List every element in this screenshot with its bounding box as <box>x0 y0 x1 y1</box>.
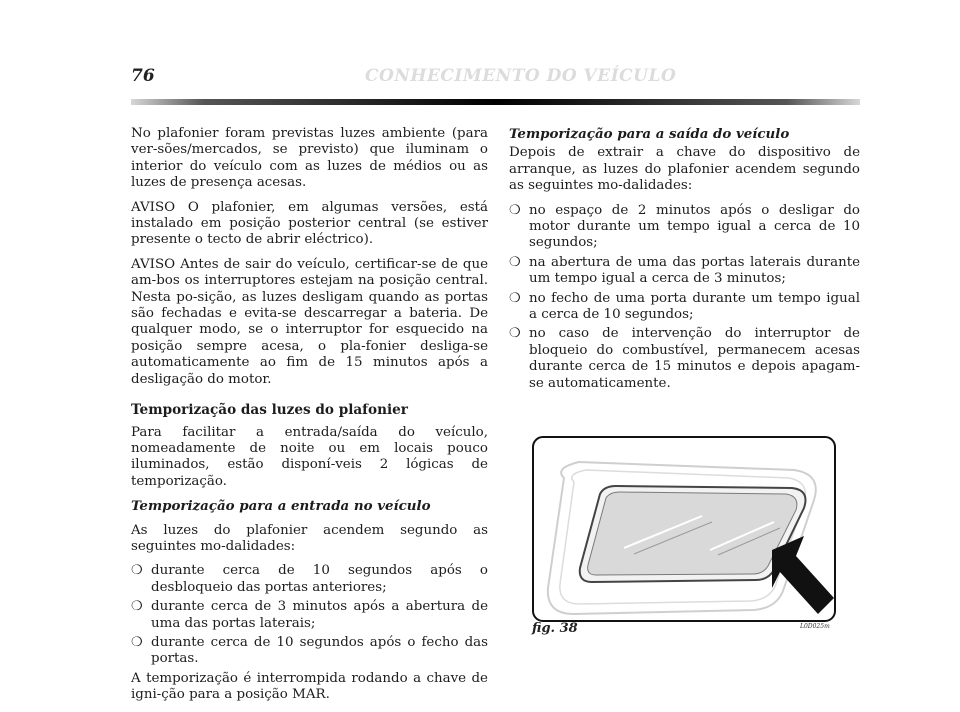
bullet-icon: ❍ <box>131 634 143 650</box>
bullet-icon: ❍ <box>509 290 521 306</box>
left-column <box>131 126 488 712</box>
subsection-title-exit: Temporização para a saída do veículo <box>509 126 790 142</box>
paragraph-timing-intro: Para facilitar a entrada/saída do veículo, nomeadamente de noite ou em locais pouco iluminados, estão disponí-veis 2 lógicas de temporização. <box>131 424 488 489</box>
figure-plafonier-illustration <box>532 436 836 622</box>
bullet-icon: ❍ <box>131 563 143 579</box>
paragraph-timing-interrupt: A temporização é interrompida rodando a chave de igni-ção para a posição MAR. <box>131 670 488 703</box>
bullet-icon: ❍ <box>131 599 143 615</box>
list-item: ❍ na abertura de uma das portas laterais durante um tempo igual a cerca de 3 minutos; <box>509 254 860 287</box>
paragraph-entry-modes: As luzes do plafonier acendem segundo as seguintes mo-dalidades: <box>131 522 488 554</box>
bullet-icon: ❍ <box>509 254 521 270</box>
list-item: ❍ durante cerca de 10 segundos após o desbloqueio das portas anteriores; <box>131 563 488 595</box>
paragraph-warning-switches: AVISO Antes de sair do veículo, certificar-se de que am-bos os interruptores estejam na posição central. Nesta po-sição, as luzes desligam quando as portas são fechadas e evita-se descarregar a bateria. De qualquer modo, se o interruptor for esquecido na posição sempre acesa, o pla-fonier desliga-se automaticamente ao fim de 15 minutos após a desligação do motor. <box>131 256 488 387</box>
paragraph-warning-position: AVISO O plafonier, em algumas versões, está instalado em posição posterior central (se estiver presente o tecto de abrir eléctrico). <box>131 199 488 248</box>
entry-bullet-list <box>131 563 488 667</box>
list-item: ❍ no espaço de 2 minutos após o desligar do motor durante um tempo igual a cerca de 10 segundos; <box>509 202 860 251</box>
paragraph-ambient-lights: No plafonier foram previstas luzes ambiente (para ver-sões/mercados, se previsto) que iluminam o interior do veículo com as luzes de médios ou as luzes de presença acesas. <box>131 126 488 191</box>
bullet-icon: ❍ <box>509 326 521 342</box>
bullet-icon: ❍ <box>509 202 521 218</box>
lamp-lens <box>588 492 797 575</box>
header-rule <box>131 99 860 105</box>
section-title: Temporização das luzes do plafonier <box>131 402 408 419</box>
list-item: ❍ durante cerca de 3 minutos após a abertura de uma das portas laterais; <box>131 599 488 631</box>
list-item: ❍ no fecho de uma porta durante um tempo igual a cerca de 10 segundos; <box>509 290 860 323</box>
running-title: CONHECIMENTO DO VEÍCULO <box>365 66 677 86</box>
page-number: 76 <box>131 66 155 86</box>
list-item: ❍ durante cerca de 10 segundos após o fecho das portas. <box>131 634 488 667</box>
plafonier-lamp-illustration <box>534 438 834 620</box>
exit-bullet-list <box>509 203 860 392</box>
subsection-title-entry: Temporização para a entrada no veículo <box>131 498 431 515</box>
figure-code: L0D025m <box>800 623 830 630</box>
paragraph-exit-modes: Depois de extrair a chave do dispositivo de arranque, as luzes do plafonier acendem segundo as seguintes mo-dalidades: <box>509 145 860 194</box>
figure-caption: fig. 38 <box>532 621 578 636</box>
right-column <box>509 126 860 395</box>
list-item: ❍ no caso de intervenção do interruptor de bloqueio do combustível, permanecem acesas durante cerca de 15 minutos e depois apagam-se automaticamente. <box>509 326 860 391</box>
pointer-arrow-icon <box>772 536 834 614</box>
